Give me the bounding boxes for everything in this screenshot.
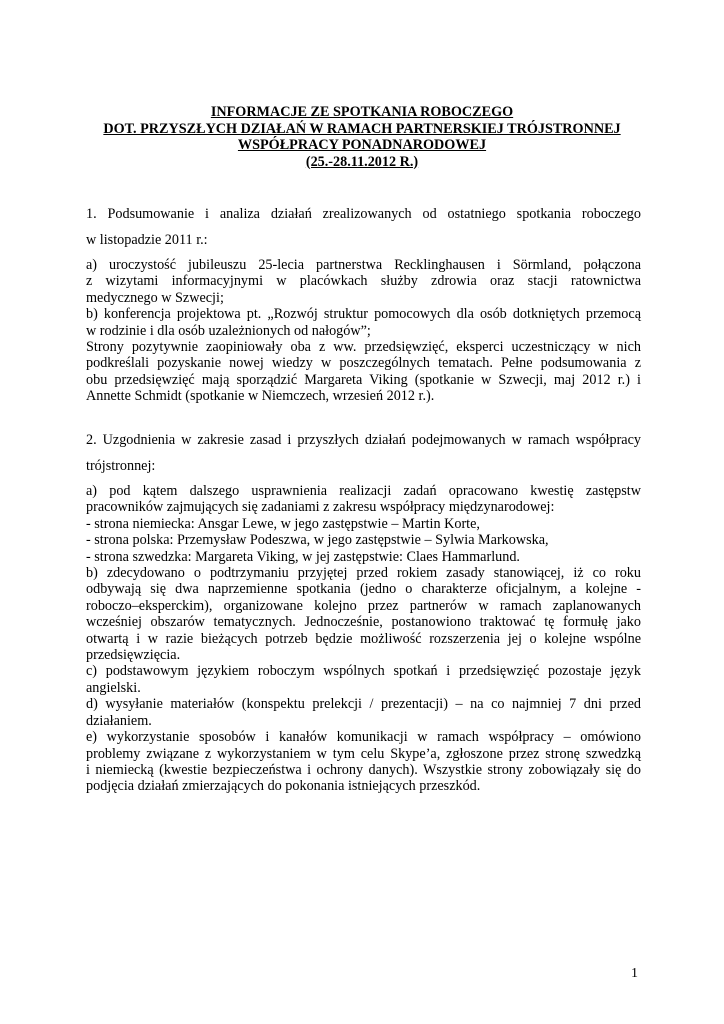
- page-number: 1: [631, 966, 638, 981]
- section-2-line: działaniem.: [86, 712, 152, 729]
- section-2-line: podjęcia działań zmierzających do pokonania istniejących przeszkód.: [86, 778, 481, 795]
- section-1-line: b) konferencja projektowa pt. „Rozwój struktur pomocowych dla osób dotkniętych przemocą: [86, 306, 641, 323]
- section-1-line: a) uroczystość jubileuszu 25-lecia partnerstwa Recklinghausen i Sörmland, połączona: [86, 257, 641, 273]
- section-2-line: wcześniej obszarów tematycznych. Jednocześnie, postanowiono traktować tę formułę jako: [86, 614, 641, 631]
- section-2-heading-line-2: trójstronnej:: [86, 458, 156, 475]
- section-2-line: b) zdecydowano o podtrzymaniu przyjętej przed rokiem zasady stanowiącej, iż co roku: [86, 565, 641, 582]
- document-title: [84, 104, 640, 170]
- section-2-line: angielski.: [86, 679, 141, 696]
- section-2-heading-line-1: 2. Uzgodnienia w zakresie zasad i przyszłych działań podejmowanych w ramach współpracy: [86, 432, 641, 448]
- section-1-line: w rodzinie i dla osób uzależnionych od nałogów”;: [86, 322, 371, 339]
- section-1-line: podkreślali pozyskanie nowej wiedzy w poszczególnych tematach. Pełne podsumowania z: [86, 355, 641, 372]
- section-1-line: Strony pozytywnie zaopiniowały oba z ww. przedsięwzięć, eksperci uczestniczący w nich: [86, 339, 641, 356]
- section-2-line: przedsięwzięcia.: [86, 647, 181, 664]
- section-2-heading: [86, 432, 641, 475]
- section-2-line: roboczo–eksperckim), organizowane kolejno przez partnerów w ramach zaplanowanych: [86, 597, 641, 614]
- section-2-line: e) wykorzystanie sposobów i kanałów komunikacji w ramach współpracy – omówiono: [86, 729, 641, 746]
- section-2-line: c) podstawowym językiem roboczym wspólnych spotkań i przedsięwzięć pozostaje język: [86, 663, 641, 680]
- section-1-line: Annette Schmidt (spotkanie w Niemczech, wrzesień 2012 r.).: [86, 388, 435, 405]
- section-1-heading-line-1: 1. Podsumowanie i analiza działań zrealizowanych od ostatniego spotkania roboczego: [86, 206, 641, 222]
- title-line-1: INFORMACJE ZE SPOTKANIA ROBOCZEGO: [210, 104, 514, 120]
- title-line-2: DOT. PRZYSZŁYCH DZIAŁAŃ W RAMACH PARTNERSKIEJ TRÓJSTRONNEJ: [103, 120, 621, 137]
- section-2-line: pracowników zajmujących się zadaniami z zakresu współpracy międzynarodowej:: [86, 499, 555, 516]
- section-2-line: a) pod kątem dalszego usprawnienia realizacji zadań opracowano kwestię zastępstw: [86, 483, 641, 499]
- title-line-3: WSPÓŁPRACY PONADNARODOWEJ: [237, 137, 487, 153]
- section-2-line: - strona niemiecka: Ansgar Lewe, w jego zastępstwie – Martin Korte,: [86, 515, 480, 532]
- section-2-body: [86, 483, 641, 795]
- section-1-line: obu przedsięwzięć mają sporządzić Margareta Viking (spotkanie w Szwecji, maj 2012 r.) i: [86, 371, 641, 388]
- section-1-heading-line-2: w listopadzie 2011 r.:: [86, 232, 208, 249]
- section-1-body: [86, 257, 641, 405]
- section-2-line: otwartą i w razie bieżących potrzeb będzie możliwość rozszerzenia jej o kolejne wspólne: [86, 630, 641, 647]
- section-2-line: problemy związane z wykorzystaniem w tym celu Skype’a, zgłoszone przez stronę szwedzką: [86, 745, 641, 762]
- section-2-line: - strona polska: Przemysław Podeszwa, w jego zastępstwie – Sylwia Markowska,: [86, 532, 549, 549]
- section-1-line: medycznego w Szwecji;: [86, 289, 224, 306]
- title-line-4: (25.-28.11.2012 R.): [305, 153, 419, 170]
- section-2-line: d) wysyłanie materiałów (konspektu prelekcji / prezentacji) – na co najmniej 7 dni przed: [86, 696, 641, 713]
- section-2-line: odbywają się dwa naprzemienne spotkania (jedno o charakterze oficjalnym, a kolejne -: [86, 581, 641, 598]
- section-1-heading: [86, 206, 641, 249]
- section-2-line: - strona szwedzka: Margareta Viking, w jej zastępstwie: Claes Hammarlund.: [86, 548, 520, 565]
- section-2-line: i niemiecką (kwestie bezpieczeństwa i ochrony danych). Wszystkie strony zobowiązały się do: [86, 761, 641, 778]
- section-1-line: z wizytami informacyjnymi w placówkach służby zdrowia oraz stacji ratownictwa: [86, 273, 641, 290]
